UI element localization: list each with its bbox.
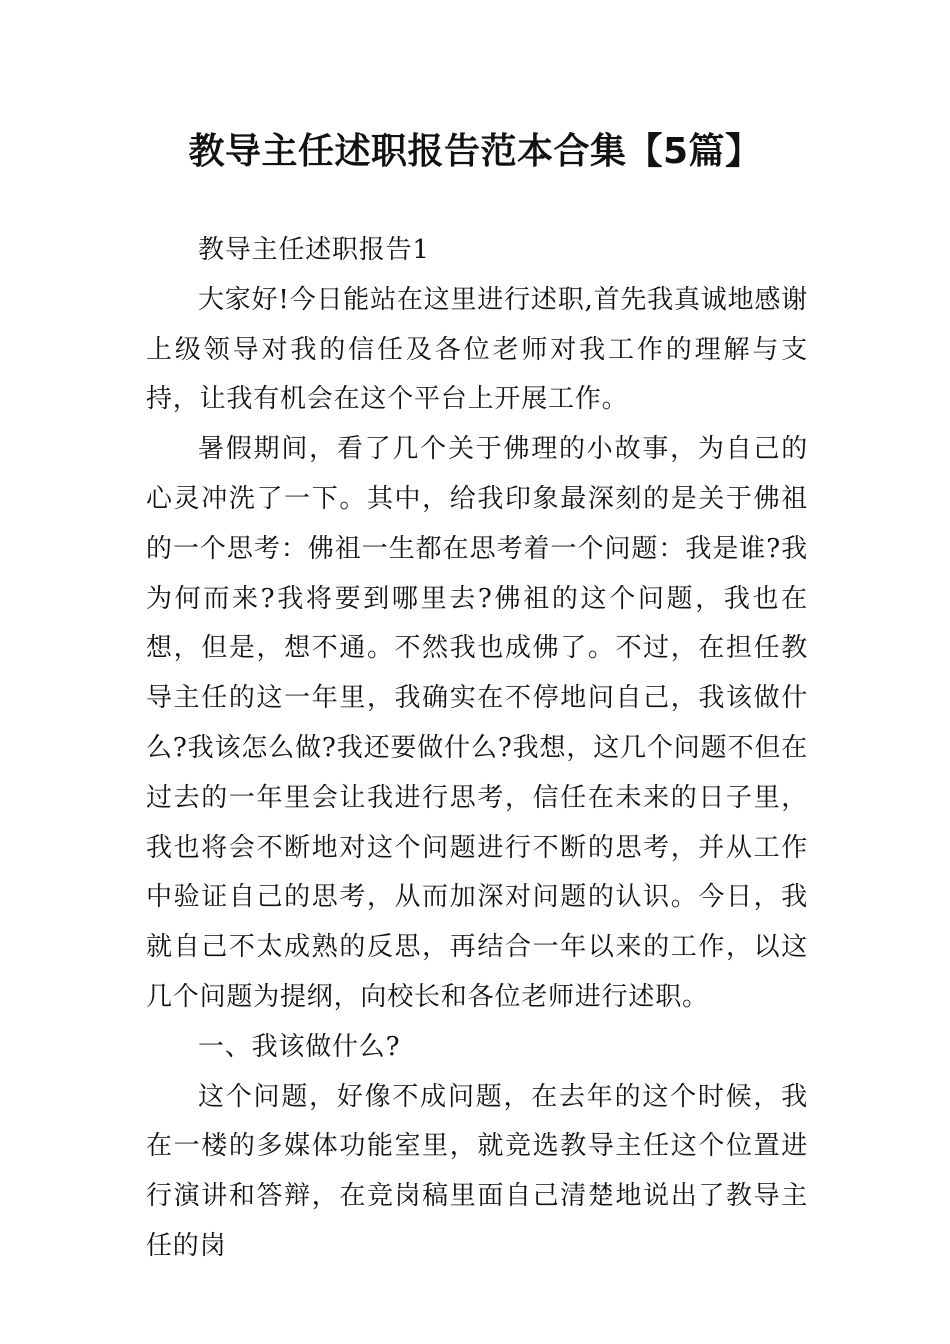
subsection-heading: 一、我该做什么? [198, 1031, 401, 1062]
paragraph: 大家好!今日能站在这里进行述职,首先我真诚地感谢上级领导对我的信任及各位老师对我工作的理解与支持，让我有机会在这个平台上开展工作。 [146, 284, 808, 415]
document-body [146, 226, 808, 1272]
document-title: 教导主任述职报告范本合集【5篇】 [188, 131, 762, 172]
paragraph: 这个问题，好像不成问题，在去年的这个时候，我在一楼的多媒体功能室里，就竞选教导主任这个位置进行演讲和答辩，在竞岗稿里面自己清楚地说出了教导主任的岗 [146, 1081, 808, 1261]
paragraph: 暑假期间，看了几个关于佛理的小故事，为自己的心灵冲洗了一下。其中，给我印象最深刻的是关于佛祖的一个思考：佛祖一生都在思考着一个问题：我是谁?我为何而来?我将要到哪里去?佛祖的这个问题，我也在想，但是，想不通。不然我也成佛了。不过，在担任教导主任的这一年里，我确实在不停地问自己，我该做什么?我该怎么做?我还要做什么?我想，这几个问题不但在过去的一年里会让我进行思考，信任在未来的日子里，我也将会不断地对这个问题进行不断的思考，并从工作中验证自己的思考，从而加深对问题的认识。今日，我就自己不太成熟的反思，再结合一年以来的工作，以这几个问题为提纲，向校长和各位老师进行述职。 [146, 434, 808, 1012]
section-heading: 教导主任述职报告1 [198, 235, 430, 265]
